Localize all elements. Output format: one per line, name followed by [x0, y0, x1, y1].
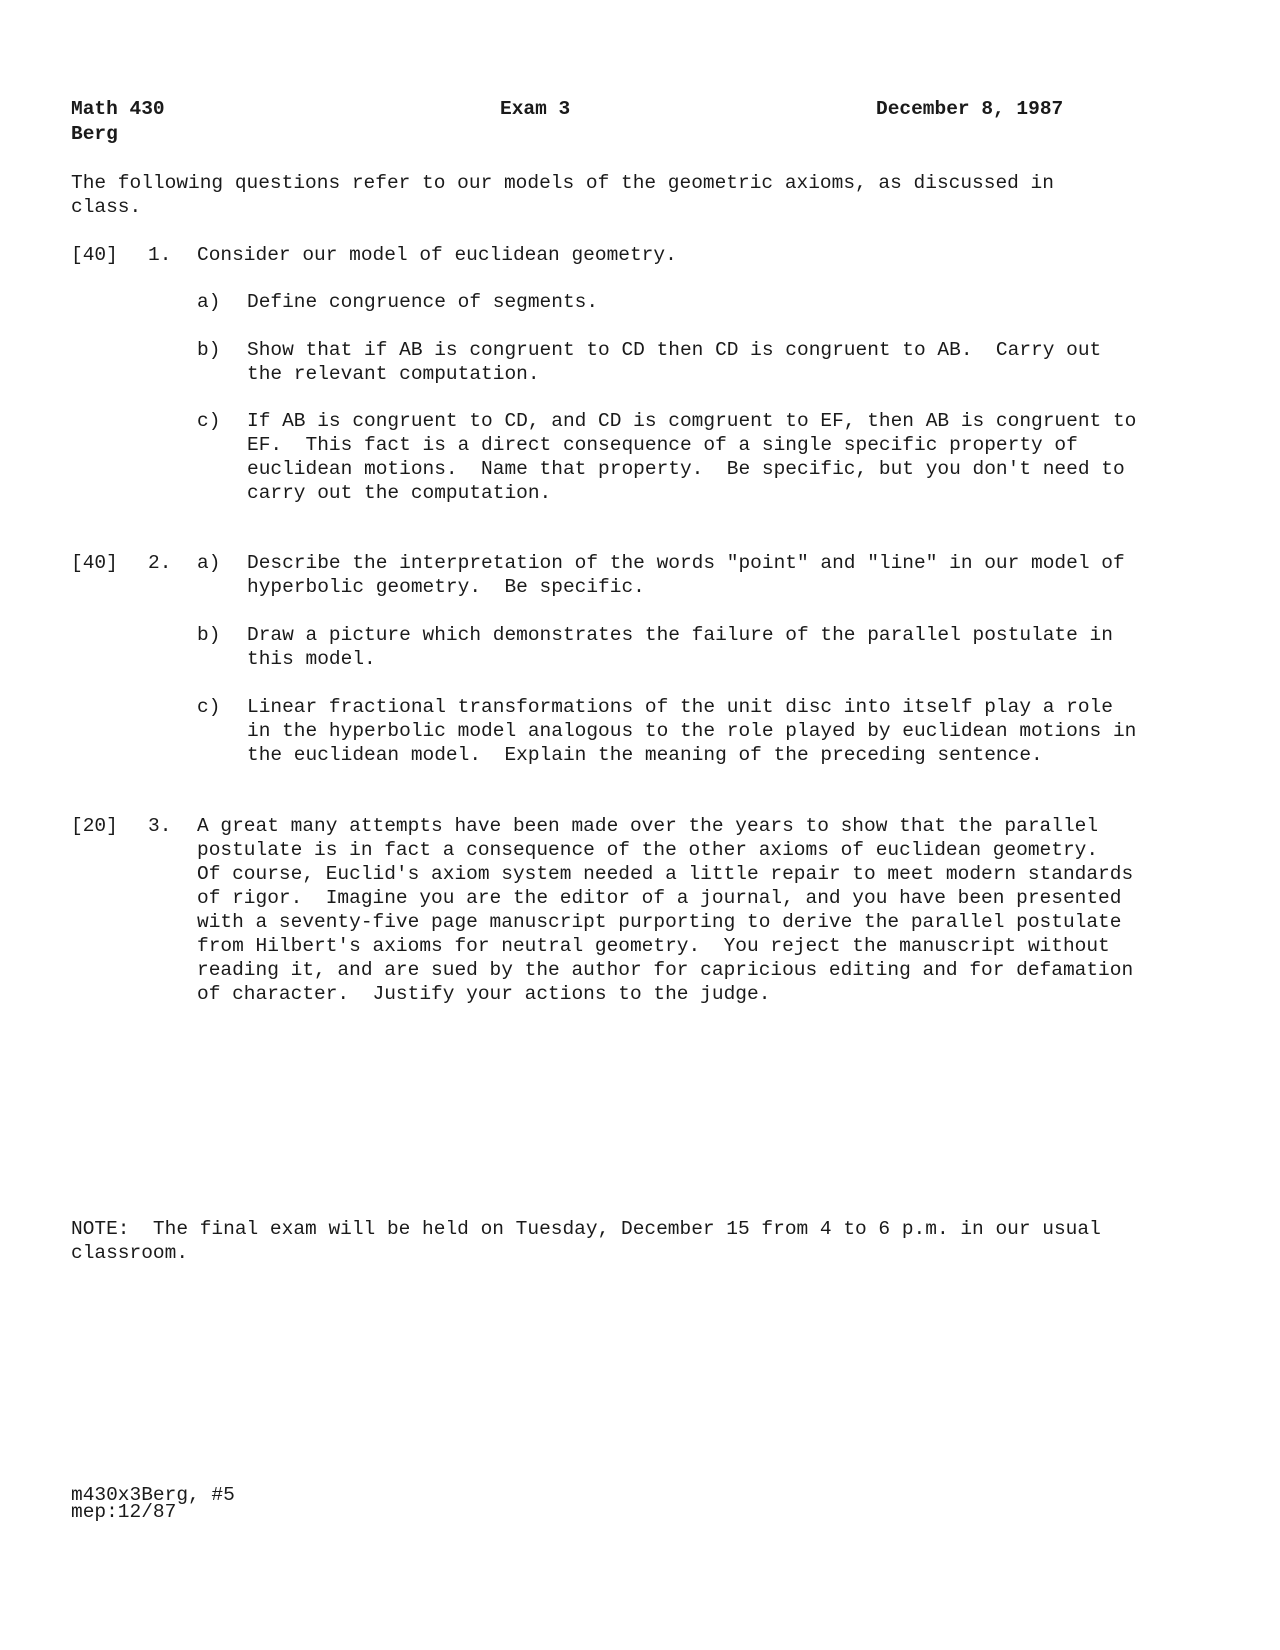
- q1c-line: If AB is congruent to CD, and CD is comgruent to EF, then AB is congruent to: [247, 410, 1137, 432]
- q3-points: [20]: [71, 815, 118, 837]
- q1b-text: [247, 338, 1101, 386]
- q1c-line: EF. This fact is a direct consequence of a single specific property of: [247, 434, 1078, 456]
- q1c-label: c): [197, 410, 221, 432]
- q2a-text: [247, 551, 1125, 599]
- q2c-line: in the hyperbolic model analogous to the role played by euclidean motions in: [247, 720, 1137, 742]
- q1b-label: b): [197, 339, 221, 361]
- exam-title: Exam 3: [500, 98, 571, 120]
- q2c-text: [247, 695, 1136, 767]
- q1a-text: [247, 290, 598, 314]
- q2b-line: this model.: [247, 648, 376, 670]
- q2-points: [40]: [71, 552, 118, 574]
- note-paragraph: [71, 1217, 1101, 1265]
- q2b-label: b): [197, 624, 221, 646]
- q3-line: reading it, and are sued by the author for capricious editing and for defamation: [197, 959, 1134, 981]
- q2c-label: c): [197, 696, 221, 718]
- q3-line: from Hilbert's axioms for neutral geometry. You reject the manuscript without: [197, 935, 1110, 957]
- q3-line: of rigor. Imagine you are the editor of a journal, and you have been presented: [197, 887, 1122, 909]
- q1-points: [40]: [71, 244, 118, 266]
- q3-line: with a seventy-five page manuscript purporting to derive the parallel postulate: [197, 911, 1122, 933]
- q1c-text: [247, 409, 1136, 505]
- q2a-line: hyperbolic geometry. Be specific.: [247, 576, 645, 598]
- q2-number: 2.: [148, 552, 172, 574]
- q3-line: Of course, Euclid's axiom system needed a little repair to meet modern standards: [197, 863, 1134, 885]
- q1-text: Consider our model of euclidean geometry.: [197, 244, 677, 266]
- intro-paragraph: [71, 171, 1054, 219]
- q1c-line: carry out the computation.: [247, 482, 552, 504]
- q2b-text: [247, 623, 1113, 671]
- q2c-line: Linear fractional transformations of the unit disc into itself play a role: [247, 696, 1113, 718]
- q2c-line: the euclidean model. Explain the meaning of the preceding sentence.: [247, 744, 1043, 766]
- q1a-line: Define congruence of segments.: [247, 291, 599, 313]
- instructor-name: Berg: [71, 123, 118, 145]
- note-line: NOTE: The final exam will be held on Tuesday, December 15 from 4 to 6 p.m. in our usual: [71, 1218, 1101, 1240]
- exam-date: December 8, 1987: [876, 98, 1064, 120]
- q3-text: [197, 814, 1133, 1006]
- q2b-line: Draw a picture which demonstrates the failure of the parallel postulate in: [247, 624, 1113, 646]
- footer-file-id: m430x3Berg, #5: [71, 1484, 235, 1506]
- q1a-label: a): [197, 291, 221, 313]
- q3-line: postulate is in fact a consequence of the other axioms of euclidean geometry.: [197, 839, 1099, 861]
- q3-line: of character. Justify your actions to the judge.: [197, 983, 771, 1005]
- q3-line: A great many attempts have been made over the years to show that the parallel: [197, 815, 1099, 837]
- q1-number: 1.: [148, 244, 172, 266]
- q3-number: 3.: [148, 815, 172, 837]
- intro-line: The following questions refer to our models of the geometric axioms, as discussed in: [71, 172, 1054, 194]
- q1b-line: the relevant computation.: [247, 363, 540, 385]
- q1c-line: euclidean motions. Name that property. Be specific, but you don't need to: [247, 458, 1125, 480]
- q2a-label: a): [197, 552, 221, 574]
- q2a-line: Describe the interpretation of the words "point" and "line" in our model of: [247, 552, 1125, 574]
- intro-line: class.: [71, 196, 142, 218]
- course-code: Math 430: [71, 98, 165, 120]
- q1b-line: Show that if AB is congruent to CD then CD is congruent to AB. Carry out: [247, 339, 1102, 361]
- note-line: classroom.: [71, 1242, 189, 1264]
- footer-date-code: mep:12/87: [71, 1501, 177, 1523]
